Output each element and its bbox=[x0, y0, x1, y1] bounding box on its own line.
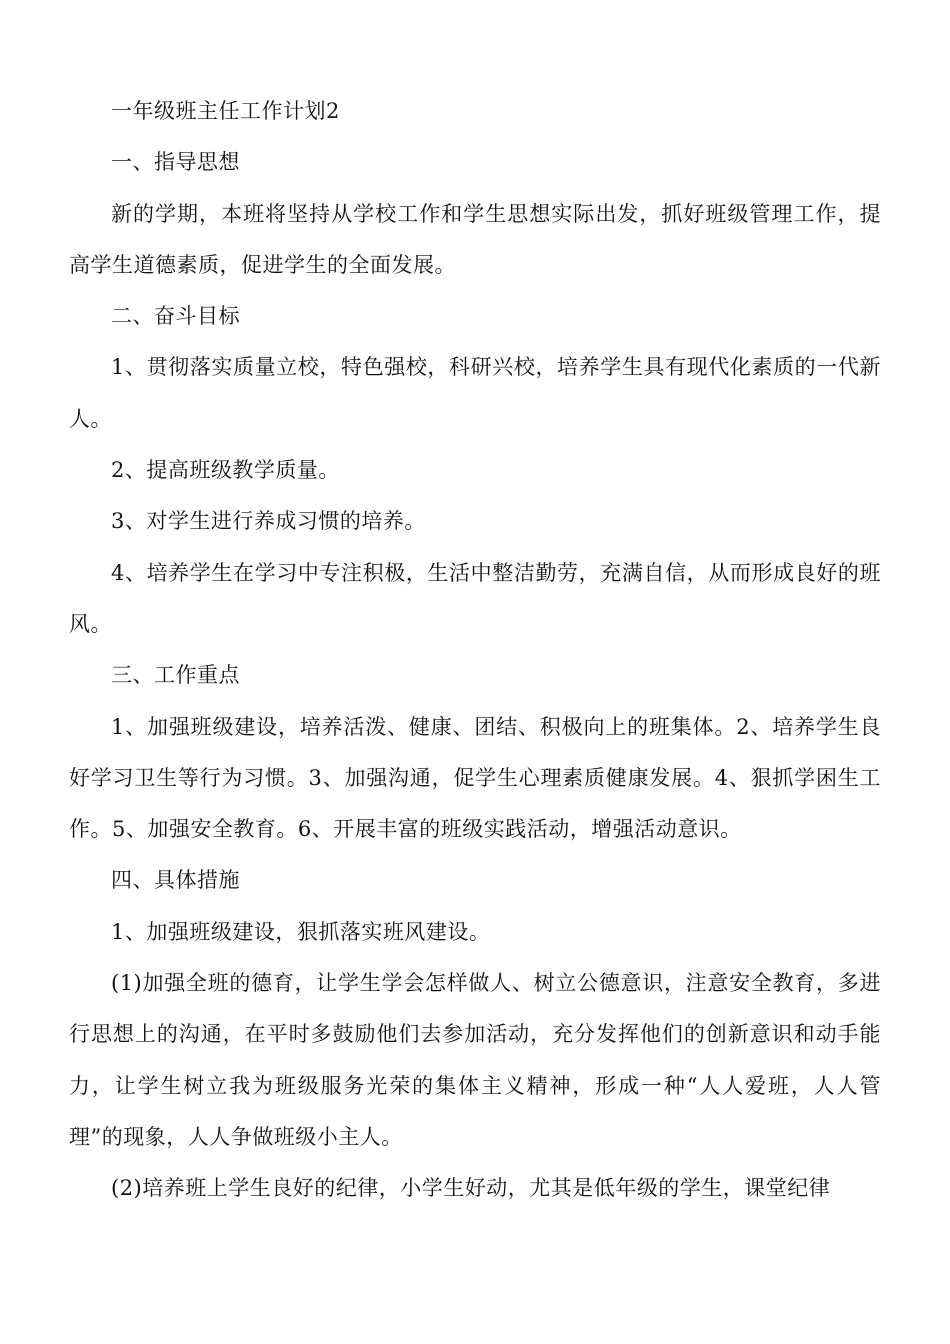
paragraph: 3、对学生进行养成习惯的培养。 bbox=[111, 509, 426, 534]
paragraph: 1、加强班级建设，培养活泼、健康、团结、积极向上的班集体。2、培养学生良好学习卫生等行为习惯。3、加强沟通，促学生心理素质健康发展。4、狠抓学困生工作。5、加强安全教育。6、开展丰富的班级实践活动，增强活动意识。 bbox=[69, 714, 881, 842]
paragraph: 2、提高班级教学质量。 bbox=[111, 458, 340, 483]
paragraph: 1、加强班级建设，狠抓落实班风建设。 bbox=[111, 919, 491, 944]
paragraph: (1)加强全班的德育，让学生学会怎样做人、树立公德意识，注意安全教育，多进行思想上的沟通，在平时多鼓励他们去参加活动，充分发挥他们的创新意识和动手能力，让学生树立我为班级服务光荣的集体主义精神，形成一种“人人爱班，人人管理”的现象，人人争做班级小主人。 bbox=[69, 971, 881, 1149]
section-heading-work-focus: 三、工作重点 bbox=[111, 663, 240, 688]
paragraph: (2)培养班上学生良好的纪律，小学生好动，尤其是低年级的学生，课堂纪律 bbox=[111, 1176, 831, 1201]
paragraph: 4、培养学生在学习中专注积极，生活中整洁勤劳，充满自信，从而形成良好的班风。 bbox=[69, 560, 881, 636]
paragraph: 新的学期，本班将坚持从学校工作和学生思想实际出发，抓好班级管理工作，提高学生道德素质，促进学生的全面发展。 bbox=[69, 201, 881, 277]
section-heading-guiding-thought: 一、指导思想 bbox=[111, 150, 240, 175]
section-heading-goals: 二、奋斗目标 bbox=[111, 304, 240, 329]
document-title: 一年级班主任工作计划2 bbox=[111, 99, 340, 123]
paragraph: 1、贯彻落实质量立校，特色强校，科研兴校，培养学生具有现代化素质的一代新人。 bbox=[69, 355, 881, 431]
document-body bbox=[69, 86, 881, 1215]
section-heading-measures: 四、具体措施 bbox=[111, 868, 240, 893]
